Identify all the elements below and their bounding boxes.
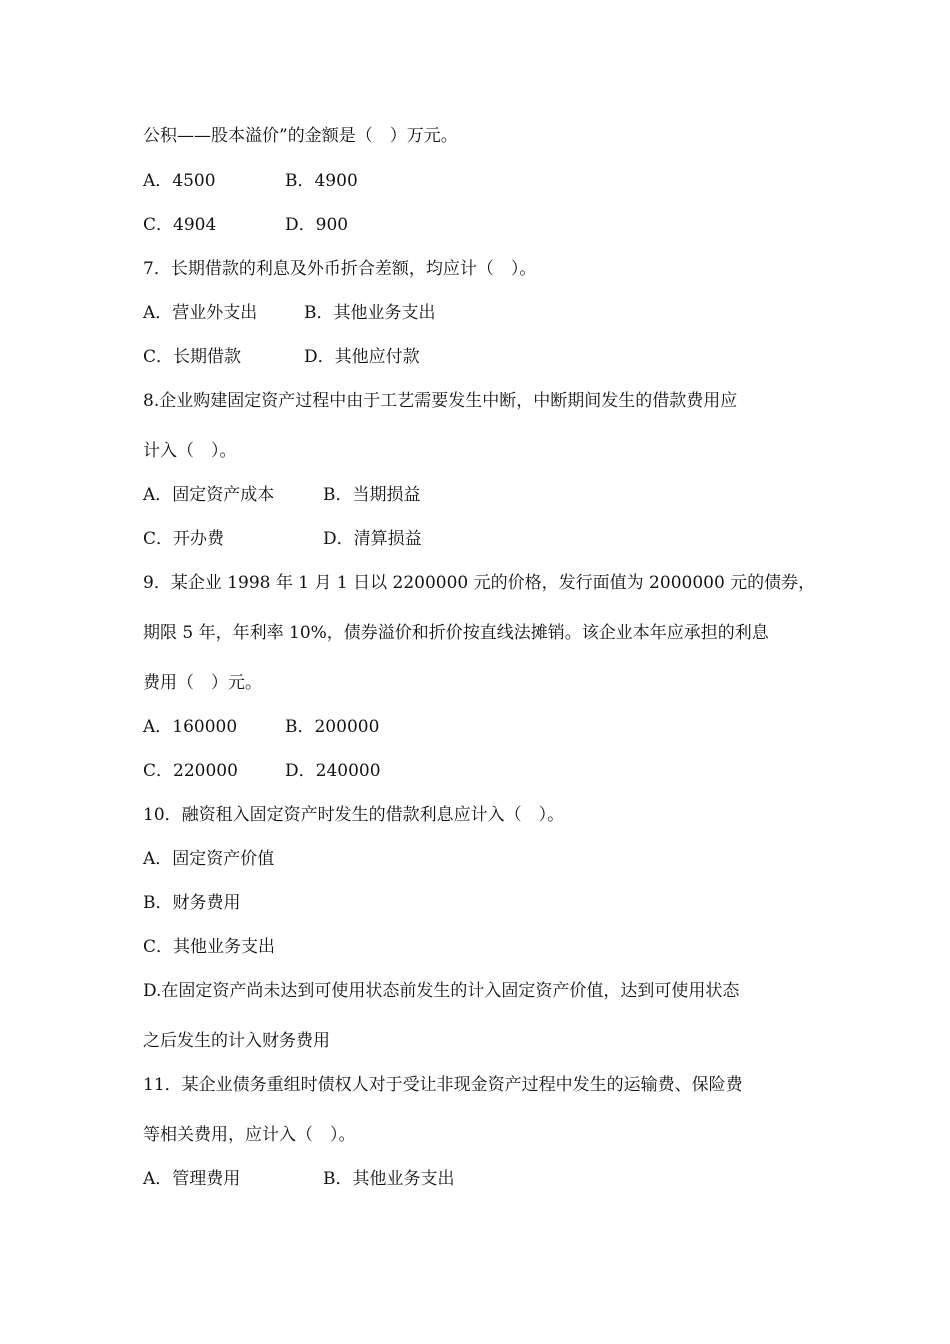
question-7: 7．长期借款的利息及外币折合差额，均应计（ ）。: [143, 259, 537, 279]
q9-option-b: B．200000: [285, 717, 380, 737]
q11-option-b: B．其他业务支出: [323, 1169, 455, 1189]
q10-option-b: B．财务费用: [143, 893, 241, 913]
question-6-continuation: 公积——股本溢价”的金额是（ ）万元。: [143, 126, 458, 146]
q6-option-b: B．4900: [285, 171, 358, 191]
question-11-line-2: 等相关费用，应计入（ ）。: [143, 1125, 356, 1145]
question-11-line-1: 11．某企业债务重组时债权人对于受让非现金资产过程中发生的运输费、保险费: [143, 1075, 743, 1095]
q7-option-d: D．其他应付款: [304, 347, 420, 367]
q8-option-d: D．清算损益: [323, 529, 422, 549]
q9-option-a: A．160000: [143, 717, 238, 737]
q6-option-c: C．4904: [143, 215, 217, 235]
question-10: 10．融资租入固定资产时发生的借款利息应计入（ ）。: [143, 805, 565, 825]
q10-option-c: C．其他业务支出: [143, 937, 276, 957]
q8-option-a: A．固定资产成本: [143, 485, 275, 505]
q6-option-d: D．900: [285, 215, 349, 235]
question-9-line-3: 费用（ ）元。: [143, 673, 262, 693]
q10-option-d-line-2: 之后发生的计入财务费用: [143, 1031, 330, 1051]
question-9-line-2: 期限 5 年，年利率 10%，债券溢价和折价按直线法摊销。该企业本年应承担的利息: [143, 623, 769, 643]
q6-option-a: A．4500: [143, 171, 216, 191]
q9-option-d: D．240000: [285, 761, 381, 781]
question-8-line-1: 8.企业购建固定资产过程中由于工艺需要发生中断，中断期间发生的借款费用应: [143, 391, 738, 411]
q9-option-c: C．220000: [143, 761, 238, 781]
q11-option-a: A．管理费用: [143, 1169, 241, 1189]
question-8-line-2: 计入（ ）。: [143, 441, 237, 461]
q7-option-c: C．长期借款: [143, 347, 242, 367]
q7-option-a: A．营业外支出: [143, 303, 258, 323]
q8-option-c: C．开办费: [143, 529, 225, 549]
q7-option-b: B．其他业务支出: [304, 303, 436, 323]
q10-option-d-line-1: D.在固定资产尚未达到可使用状态前发生的计入固定资产价值，达到可使用状态: [143, 981, 740, 1001]
q8-option-b: B．当期损益: [323, 485, 421, 505]
question-9-line-1: 9．某企业 1998 年 1 月 1 日以 2200000 元的价格，发行面值为 2000000 元的债券，: [143, 573, 816, 593]
q10-option-a: A．固定资产价值: [143, 849, 275, 869]
